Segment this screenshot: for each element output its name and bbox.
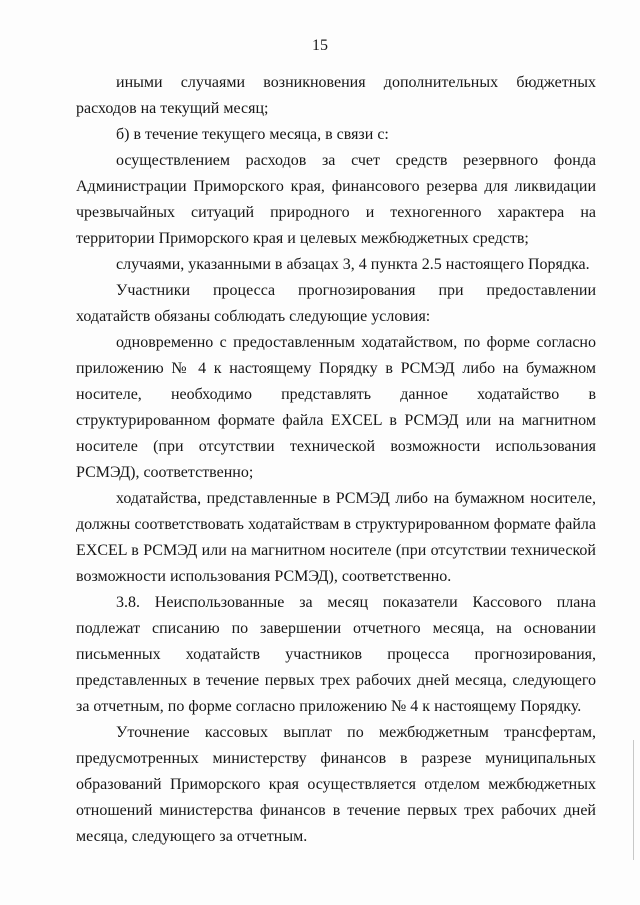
paragraph-8: 3.8. Неиспользованные за месяц показатели Кассового плана подлежат списанию по завершении отчетного месяца, на основании письменных ходатайств участников процесса прогнозирования, представленных в течение первых трех рабочих дней месяца, следующего за отчетным, по форме согласно приложению № 4 к настоящему Порядку. [76,594,596,715]
scan-edge-line [633,740,634,860]
page-number: 15 [312,37,328,54]
paragraph-7: ходатайства, представленные в РСМЭД либо на бумажном носителе, должны соответствовать ходатайствам в структурированном формате файла EXCEL в РСМЭД или на магнитном носителе (при отсутствии технической возможности использования РСМЭД), соответственно. [76,490,596,585]
document-body [76,70,596,850]
paragraph-6: одновременно с предоставленным ходатайством, по форме согласно приложению № 4 к настоящему Порядку в РСМЭД либо на бумажном носителе, необходимо представлять данное ходатайство в структурированном формате файла EXCEL в РСМЭД или на магнитном носителе (при отсутствии технической возможности использования РСМЭД), соответственно; [76,334,596,481]
paragraph-5: Участники процесса прогнозирования при предоставлении ходатайств обязаны соблюдать следующие условия: [76,282,596,325]
paragraph-3: осуществлением расходов за счет средств резервного фонда Администрации Приморского края, финансового резерва для ликвидации чрезвычайных ситуаций природного и техногенного характера на территории Приморского края и целевых межбюджетных средств; [76,152,596,247]
paragraph-9: Уточнение кассовых выплат по межбюджетным трансфертам, предусмотренных министерству финансов в разрезе муниципальных образований Приморского края осуществляется отделом межбюджетных отношений министерства финансов в течение первых трех рабочих дней месяца, следующего за отчетным. [76,724,596,845]
paragraph-2: б) в течение текущего месяца, в связи с: [116,126,389,143]
paragraph-1: иными случаями возникновения дополнительных бюджетных расходов на текущий месяц; [76,74,596,117]
paragraph-4: случаями, указанными в абзацах 3, 4 пункта 2.5 настоящего Порядка. [116,256,590,273]
